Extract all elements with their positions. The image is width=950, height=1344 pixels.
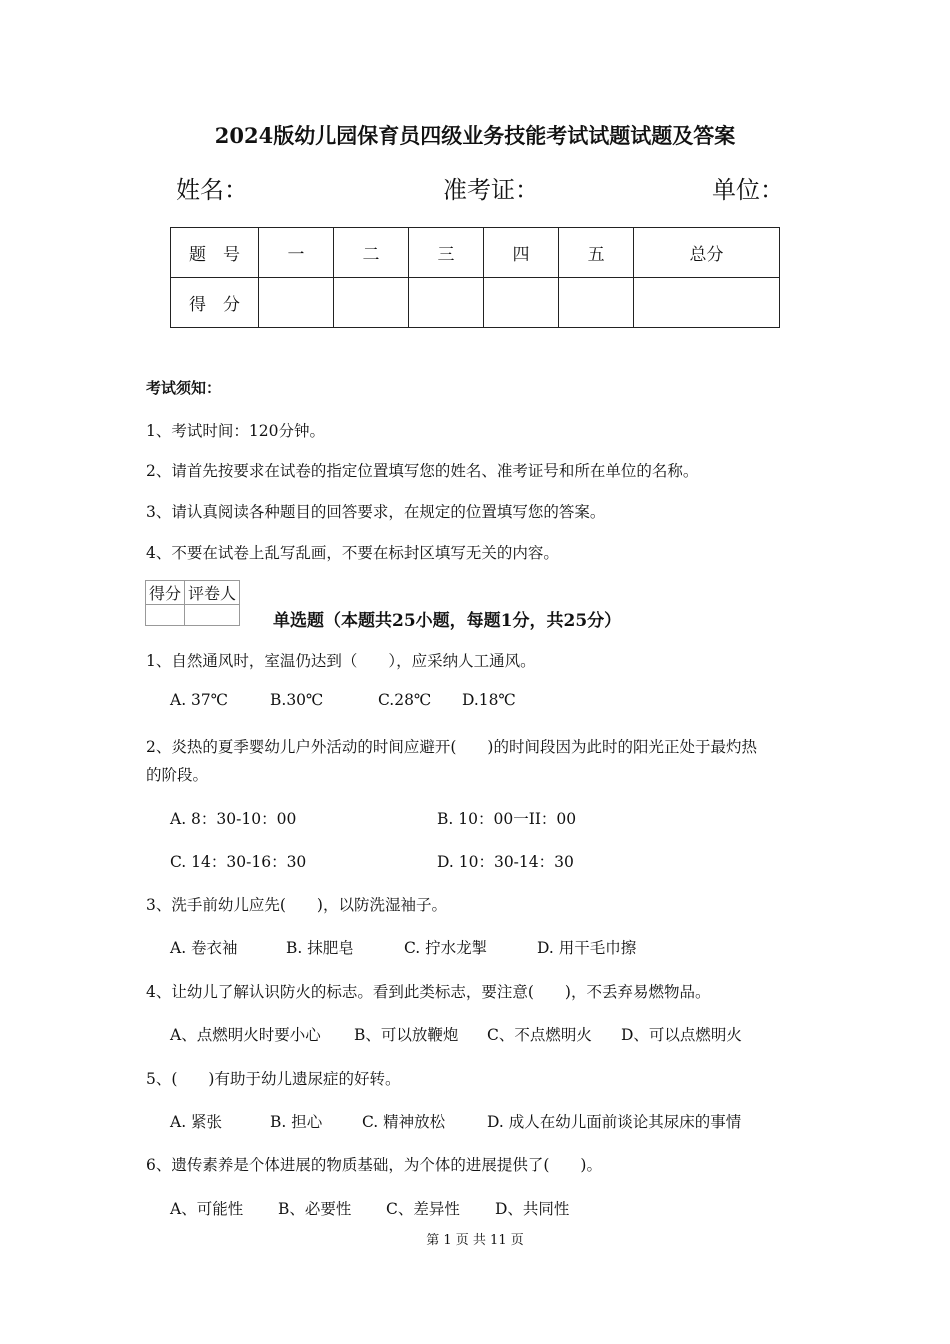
- question-stem: 2、炎热的夏季婴幼儿户外活动的时间应避开( )的时间段因为此时的阳光正处于最灼热: [146, 738, 757, 756]
- score-cell[interactable]: [484, 278, 559, 328]
- score-cell[interactable]: [334, 278, 409, 328]
- question-option: C、不点燃明火: [487, 1026, 592, 1044]
- question-option: B. 10：00一II：00: [437, 810, 577, 828]
- score-table: [170, 227, 780, 328]
- unit-field-label: 单位：: [712, 176, 784, 204]
- score-table-header-row: [171, 228, 780, 278]
- score-cell[interactable]: [634, 278, 780, 328]
- question-stem: 6、遗传素养是个体进展的物质基础，为个体的进展提供了( )。: [146, 1156, 602, 1174]
- question-option: A、可能性: [170, 1200, 244, 1218]
- score-header-cell: 五: [559, 228, 634, 278]
- question-option: D、可以点燃明火: [621, 1026, 742, 1044]
- question-option: B. 抹肥皂: [286, 939, 354, 957]
- question-stem: 4、让幼儿了解认识防火的标志。看到此类标志，要注意( )，不丢弃易燃物品。: [146, 983, 711, 1001]
- score-header-cell: 总分: [634, 228, 780, 278]
- score-cell[interactable]: [409, 278, 484, 328]
- question-stem: 3、洗手前幼儿应先( )，以防洗湿袖子。: [146, 896, 447, 914]
- question-option: D. 10：30-14：30: [437, 853, 574, 871]
- question-option: C. 拧水龙掣: [404, 939, 488, 957]
- question-option: B、可以放鞭炮: [354, 1026, 459, 1044]
- score-header-cell: 三: [409, 228, 484, 278]
- notice-item: 3、请认真阅读各种题目的回答要求，在规定的位置填写您的答案。: [146, 503, 606, 521]
- question-option: A、点燃明火时要小心: [170, 1026, 321, 1044]
- question-option: D. 成人在幼儿面前谈论其尿床的事情: [487, 1113, 742, 1131]
- notice-item: 2、请首先按要求在试卷的指定位置填写您的姓名、准考证号和所在单位的名称。: [146, 462, 699, 480]
- score-table-score-row: [171, 278, 780, 328]
- score-cell[interactable]: [259, 278, 334, 328]
- score-header-cell: 题 号: [171, 228, 259, 278]
- document-title: 2024版幼儿园保育员四级业务技能考试试题试题及答案: [214, 123, 736, 148]
- question-stem: 5、( )有助于幼儿遗尿症的好转。: [146, 1070, 401, 1088]
- question-option: A. 8：30-10：00: [170, 810, 297, 828]
- question-option: A. 37℃: [170, 691, 229, 709]
- name-field-label: 姓名：: [176, 176, 248, 204]
- exam-number-field-label: 准考证：: [443, 176, 539, 204]
- grader-reviewer-cell[interactable]: [185, 605, 240, 626]
- grader-box: [145, 580, 240, 626]
- question-option: B. 担心: [270, 1113, 323, 1131]
- section-title: 单选题（本题共25小题，每题1分，共25分）: [273, 611, 622, 631]
- question-stem-continued: 的阶段。: [146, 766, 209, 784]
- grader-score-label: 得分: [146, 581, 185, 605]
- question-option: B.30℃: [270, 691, 324, 709]
- question-stem: 1、自然通风时，室温仍达到（ ），应采纳人工通风。: [146, 652, 536, 670]
- score-row-label: 得 分: [171, 278, 259, 328]
- question-option: D.18℃: [462, 691, 516, 709]
- question-option: C.28℃: [378, 691, 432, 709]
- grader-score-cell[interactable]: [146, 605, 185, 626]
- score-header-cell: 二: [334, 228, 409, 278]
- score-cell[interactable]: [559, 278, 634, 328]
- question-option: A. 卷衣袖: [170, 939, 238, 957]
- grader-reviewer-label: 评卷人: [185, 581, 240, 605]
- question-option: D、共同性: [495, 1200, 570, 1218]
- question-option: C. 精神放松: [362, 1113, 446, 1131]
- notice-item: 1、考试时间：120分钟。: [146, 422, 325, 440]
- question-option: C. 14：30-16：30: [170, 853, 307, 871]
- score-header-cell: 四: [484, 228, 559, 278]
- score-header-cell: 一: [259, 228, 334, 278]
- notice-heading: 考试须知：: [146, 379, 222, 397]
- question-option: C、差异性: [386, 1200, 460, 1218]
- notice-item: 4、不要在试卷上乱写乱画，不要在标封区填写无关的内容。: [146, 544, 559, 562]
- question-option: D. 用干毛巾擦: [537, 939, 637, 957]
- page-footer: 第 1 页 共 11 页: [426, 1233, 524, 1248]
- question-option: A. 紧张: [170, 1113, 223, 1131]
- question-option: B、必要性: [278, 1200, 352, 1218]
